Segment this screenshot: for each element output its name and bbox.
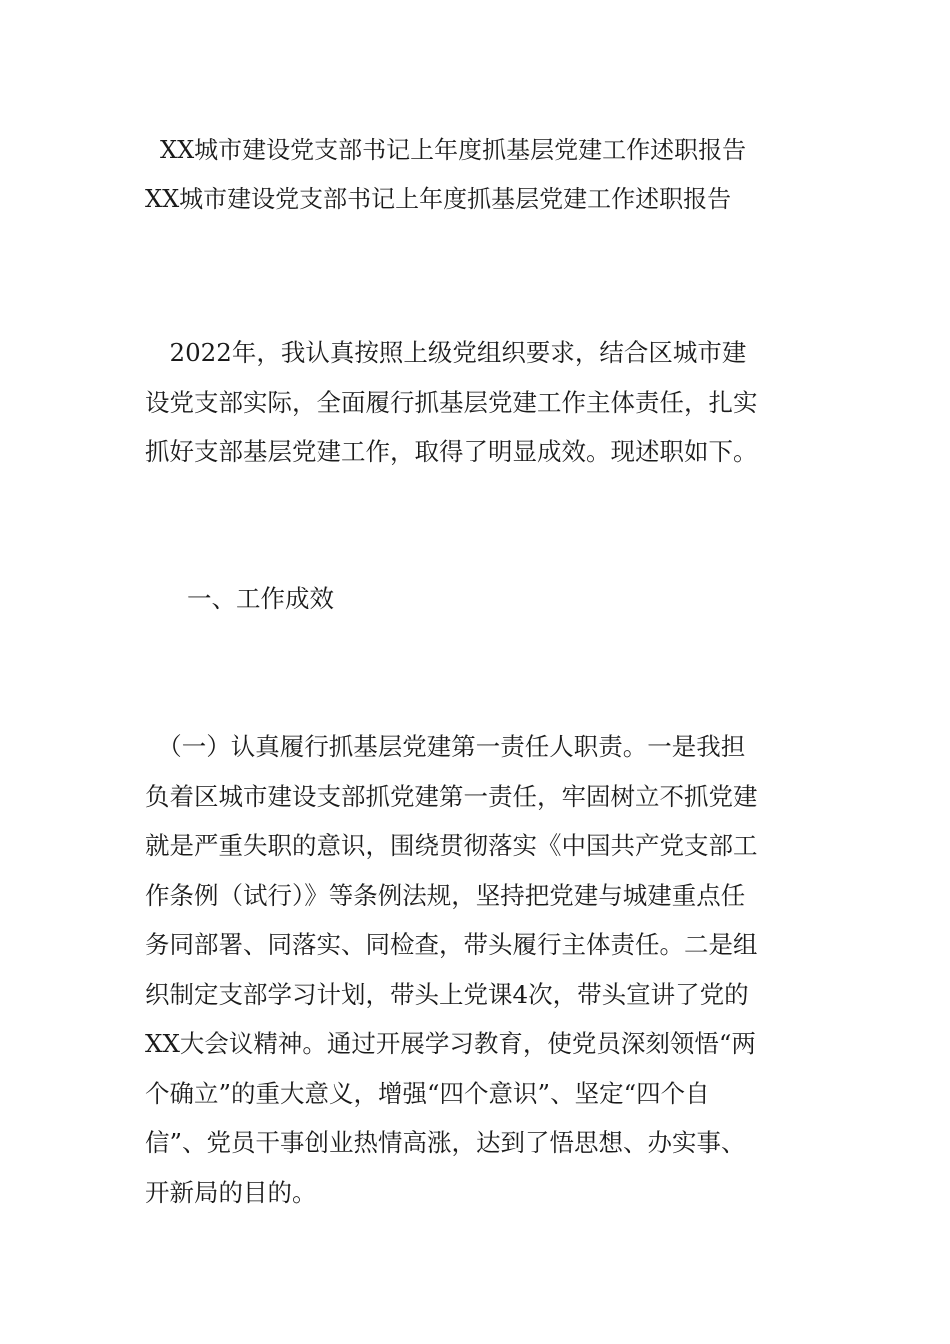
intro-line: 2022年，我认真按照上级党组织要求，结合区城市建 [145, 338, 747, 367]
section-heading: 一、工作成效 [187, 584, 334, 613]
document-title-repeat: XX城市建设党支部书记上年度抓基层党建工作述职报告 [145, 185, 732, 213]
section-line: 个确立”的重大意义，增强“四个意识”、坚定“四个自 [145, 1078, 710, 1108]
document-title: XX城市建设党支部书记上年度抓基层党建工作述职报告 [160, 136, 747, 164]
intro-paragraph [145, 328, 815, 477]
section-line: 织制定支部学习计划，带头上党课4次，带头宣讲了党的 [145, 979, 749, 1009]
section-line: 负着区城市建设支部抓党建第一责任，牢固树立不抓党建 [145, 781, 758, 811]
section-line: （一）认真履行抓基层党建第一责任人职责。一是我担 [145, 732, 746, 761]
section-paragraph [145, 722, 815, 1217]
section-line: XX大会议精神。通过开展学习教育，使党员深刻领悟“两 [145, 1029, 756, 1058]
section-line: 务同部署、同落实、同检查，带头履行主体责任。二是组 [145, 930, 758, 959]
section-line: 作条例（试行）》等条例法规，坚持把党建与城建重点任 [145, 880, 746, 910]
intro-line: 设党支部实际，全面履行抓基层党建工作主体责任，扎实 [145, 387, 758, 417]
section-line: 信”、党员干事创业热情高涨，达到了悟思想、办实事、 [145, 1128, 746, 1157]
section-line: 就是严重失职的意识，围绕贯彻落实《中国共产党支部工 [145, 831, 758, 860]
intro-line: 抓好支部基层党建工作，取得了明显成效。现述职如下。 [145, 437, 758, 466]
section-line: 开新局的目的。 [145, 1177, 317, 1207]
